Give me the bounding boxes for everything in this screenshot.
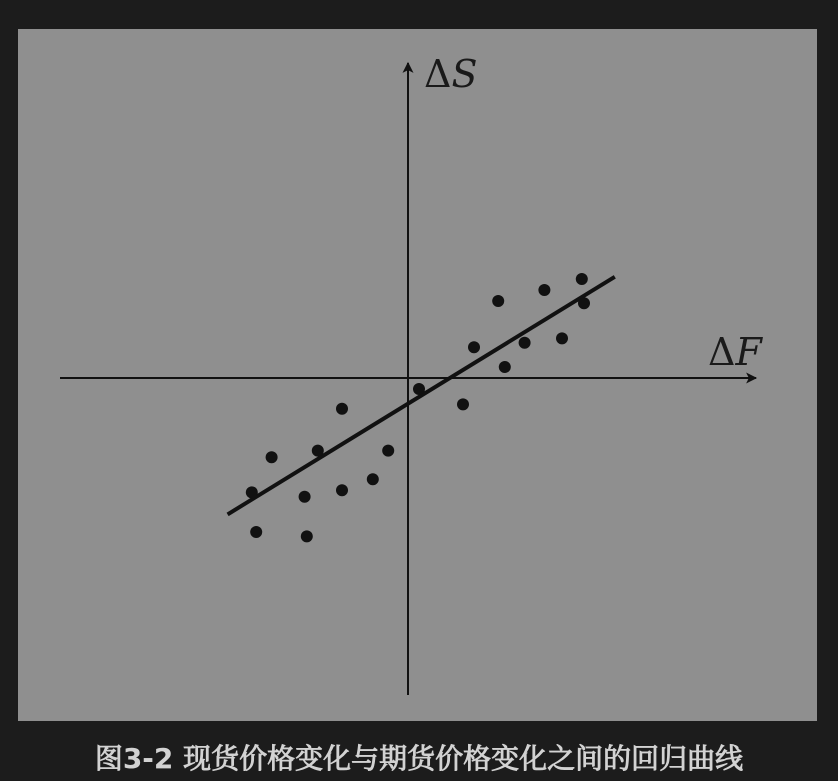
data-point [336,403,348,415]
scatter-chart [18,29,817,721]
data-point [336,484,348,496]
data-point [538,284,550,296]
data-point [246,486,258,498]
x-axis-label-delta: Δ [708,330,736,374]
data-point [413,383,425,395]
x-axis-label [708,330,763,374]
data-point [578,297,590,309]
data-point [556,332,568,344]
data-point [576,273,588,285]
figure-caption: 图3-2 现货价格变化与期货价格变化之间的回归曲线 [94,742,744,775]
data-point [457,398,469,410]
y-axis-label-var: S [451,52,478,96]
data-point [250,526,262,538]
data-point [382,445,394,457]
x-axis-label-var: F [735,330,762,374]
data-point [519,337,531,349]
data-point [301,530,313,542]
data-point [299,491,311,503]
data-point [266,451,278,463]
plot-panel [18,29,817,721]
data-point [367,473,379,485]
y-axis-label [424,52,478,96]
data-point [312,445,324,457]
plot-background [18,29,817,721]
y-axis-label-delta: Δ [424,52,452,96]
data-point [499,361,511,373]
data-point [492,295,504,307]
data-point [468,341,480,353]
